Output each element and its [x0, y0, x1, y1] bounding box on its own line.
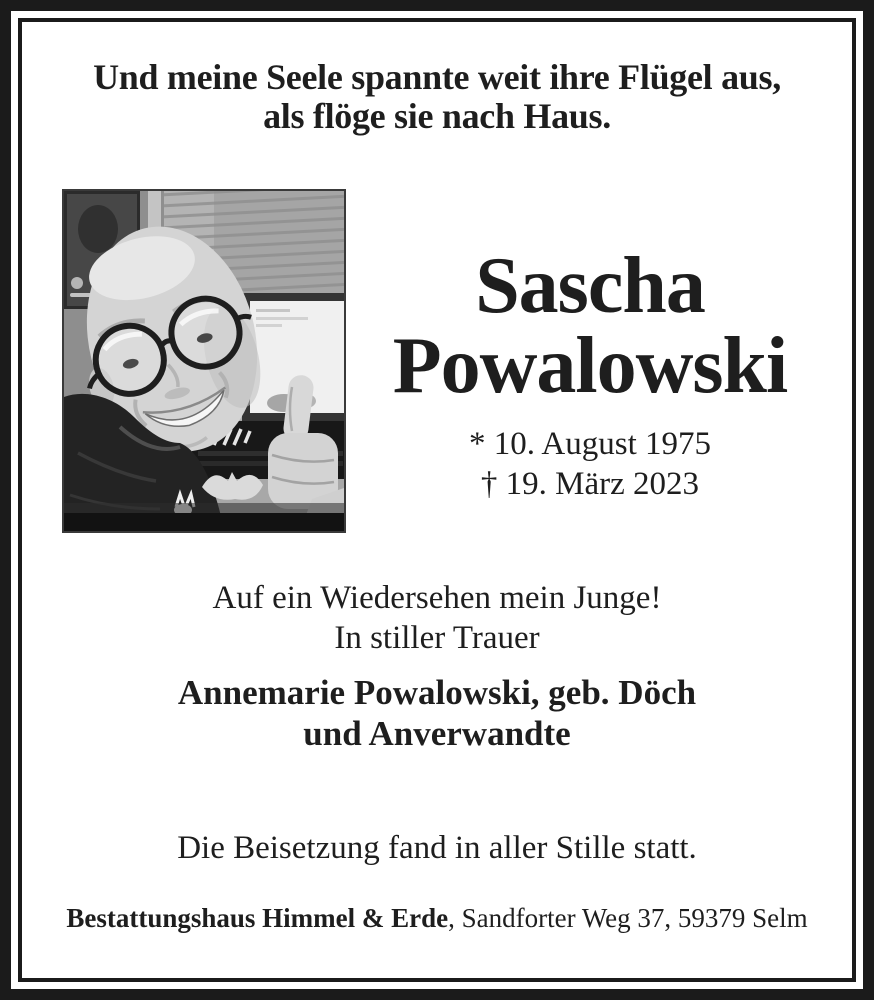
- birth-date: * 10. August 1975: [468, 426, 712, 462]
- farewell-line2: In stiller Trauer: [334, 620, 540, 656]
- deceased-last-name: Powalowski: [392, 322, 788, 410]
- life-dates: [345, 424, 835, 504]
- funeral-home-name: Bestattungshaus Himmel & Erde: [66, 903, 449, 933]
- epigraph: [0, 58, 874, 136]
- funeral-home-address: , Sandforter Weg 37, 59379 Selm: [448, 903, 808, 933]
- deceased-first-name: Sascha: [475, 242, 705, 330]
- mourner-line2: und Anverwandte: [303, 714, 571, 753]
- deceased-name: [345, 242, 835, 410]
- burial-note: Die Beisetzung fand in aller Stille statt.: [177, 830, 697, 866]
- death-date: † 19. März 2023: [480, 466, 700, 502]
- mourner-line1: Annemarie Powalowski, geb. Döch: [177, 673, 697, 712]
- epigraph-line1: Und meine Seele spannte weit ihre Flügel aus,: [93, 57, 781, 97]
- portrait-photo: [62, 189, 346, 533]
- epigraph-line2: als flöge sie nach Haus.: [263, 96, 611, 136]
- portrait-photo-illustration: [64, 191, 344, 531]
- mourners-names: [0, 672, 874, 754]
- funeral-home-line: [0, 902, 874, 934]
- farewell-line1: Auf ein Wiedersehen mein Junge!: [212, 580, 662, 616]
- farewell-text: [0, 578, 874, 658]
